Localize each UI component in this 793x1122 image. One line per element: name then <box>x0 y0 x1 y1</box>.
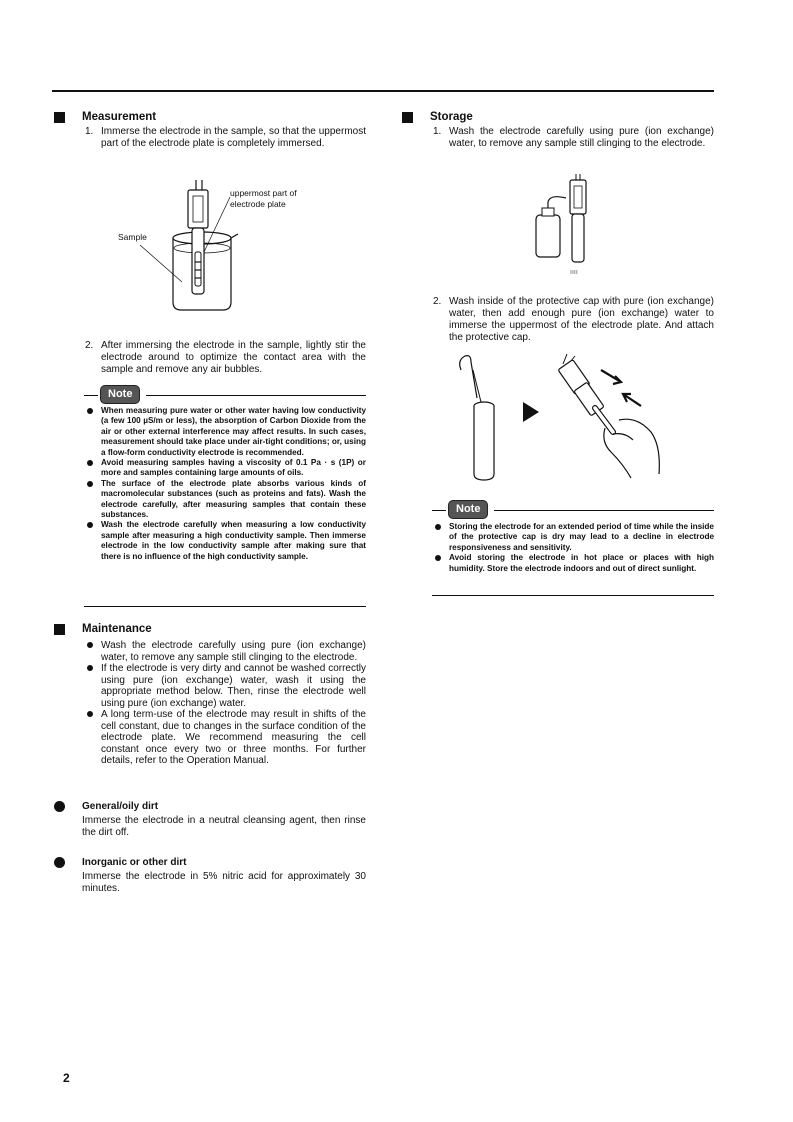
note-line-left <box>84 395 98 396</box>
arrow-right-icon <box>523 402 539 422</box>
square-bullet-icon <box>54 624 65 635</box>
maintenance-heading <box>54 623 152 635</box>
sample-label: Sample <box>118 232 147 242</box>
round-bullet-icon <box>54 801 65 812</box>
note-line-right <box>494 510 714 511</box>
general-dirt-heading: General/oily dirt <box>54 801 158 812</box>
bullet-dot-icon <box>87 481 93 487</box>
note-badge: Note <box>448 500 488 519</box>
square-bullet-icon <box>54 112 65 123</box>
step-number: 2. <box>85 340 94 351</box>
electrode-in-beaker-figure <box>100 170 320 320</box>
bullet-dot-icon <box>87 642 93 648</box>
storage-step-2 <box>433 296 714 344</box>
list-item: A long term-use of the electrode may result in shifts of the cell constant, due to changes in the surface condition of the electrode plate. We recommend measuring the cell constant once every two or three months. For further details, refer to the Operation Manual. <box>85 709 366 767</box>
bullet-dot-icon <box>87 522 93 528</box>
measurement-note-list <box>85 406 366 562</box>
bullet-dot-icon <box>87 665 93 671</box>
wash-bottle-figure <box>520 170 620 280</box>
bullet-dot-icon <box>87 711 93 717</box>
measurement-step-1 <box>85 126 366 150</box>
general-dirt-text: Immerse the electrode in a neutral cleansing agent, then rinse the dirt off. <box>82 815 366 838</box>
bullet-dot-icon <box>87 460 93 466</box>
step-text: Wash inside of the protective cap with pure (ion exchange) water, then add enough pure (ion exchange) water to immerse the uppermost of the electrode plate. And attach the protective cap. <box>449 296 714 343</box>
step-number: 2. <box>433 296 442 307</box>
note-item: Avoid measuring samples having a viscosity of 0.1 Pa · s (1P) or more and samples containing large amounts of oils. <box>85 458 366 479</box>
note-line-right <box>146 395 366 396</box>
round-bullet-icon <box>54 857 65 868</box>
measurement-heading-text: Measurement <box>82 111 157 123</box>
step-number: 1. <box>85 126 94 137</box>
square-bullet-icon <box>402 112 413 123</box>
step-text: Wash the electrode carefully using pure (ion exchange) water, to remove any sample still clinging to the electrode. <box>449 126 714 149</box>
top-rule <box>52 90 714 92</box>
note-item: The surface of the electrode plate absorbs various kinds of macromolecular substances (such as proteins and fats). Wash the electrode carefully, after measuring samples that contain these substances. <box>85 479 366 521</box>
note-item: Avoid storing the electrode in hot place or places with high humidity. Store the electrode indoors and out of direct sunlight. <box>433 553 714 574</box>
storage-heading <box>402 111 473 123</box>
note-bottom-rule <box>84 606 366 607</box>
inorganic-dirt-text: Immerse the electrode in 5% nitric acid for approximately 30 minutes. <box>82 871 366 894</box>
note-item: Wash the electrode carefully when measuring a low conductivity sample after measuring a high conductivity sample. Then immerse electrode in the low conductivity sample after making sure that there is no influence of the high conductivity sample. <box>85 520 366 562</box>
note-badge: Note <box>100 385 140 404</box>
page-number: 2 <box>63 1071 70 1085</box>
protective-cap-figure <box>455 350 670 485</box>
step-text: Immerse the electrode in the sample, so that the uppermost part of the electrode plate is completely immersed. <box>101 126 366 149</box>
list-item: Wash the electrode carefully using pure (ion exchange) water, to remove any sample still clinging to the electrode. <box>85 640 366 663</box>
note-line-left <box>432 510 446 511</box>
bullet-dot-icon <box>435 555 441 561</box>
note-bottom-rule <box>432 595 714 596</box>
measurement-step-2 <box>85 340 366 376</box>
bullet-dot-icon <box>87 408 93 414</box>
inorganic-dirt-heading: Inorganic or other dirt <box>54 857 186 868</box>
note-item: When measuring pure water or other water having low conductivity (a few 100 µS/m or less), the absorption of Carbon Dioxide from the air or other external interference may affect results. In such cases, measurement should take place under air-tight conditions; or, using a flow-form conductivity electrode is recommended. <box>85 406 366 458</box>
bullet-dot-icon <box>435 524 441 530</box>
measurement-heading <box>54 111 156 123</box>
uppermost-label-line1: uppermost part of <box>230 188 297 198</box>
svg-text:ıııı: ıııı <box>570 269 578 276</box>
step-text: After immersing the electrode in the sample, lightly stir the electrode around to optimize the contact area with the sample and remove any air bubbles. <box>101 340 366 375</box>
storage-heading-text: Storage <box>430 111 473 123</box>
uppermost-label-line2: electrode plate <box>230 199 286 209</box>
maintenance-heading-text: Maintenance <box>82 623 152 635</box>
storage-note-list <box>433 522 714 574</box>
step-number: 1. <box>433 126 442 137</box>
maintenance-list <box>85 640 366 767</box>
list-item: If the electrode is very dirty and cannot be washed correctly using pure (ion exchange) water, wash it using the appropriate method below. Then, rinse the electrode well using pure (ion exchange) water. <box>85 663 366 709</box>
storage-step-1 <box>433 126 714 150</box>
note-item: Storing the electrode for an extended period of time while the inside of the protective cap is dry may lead to a decline in electrode responsiveness and sensitivity. <box>433 522 714 553</box>
